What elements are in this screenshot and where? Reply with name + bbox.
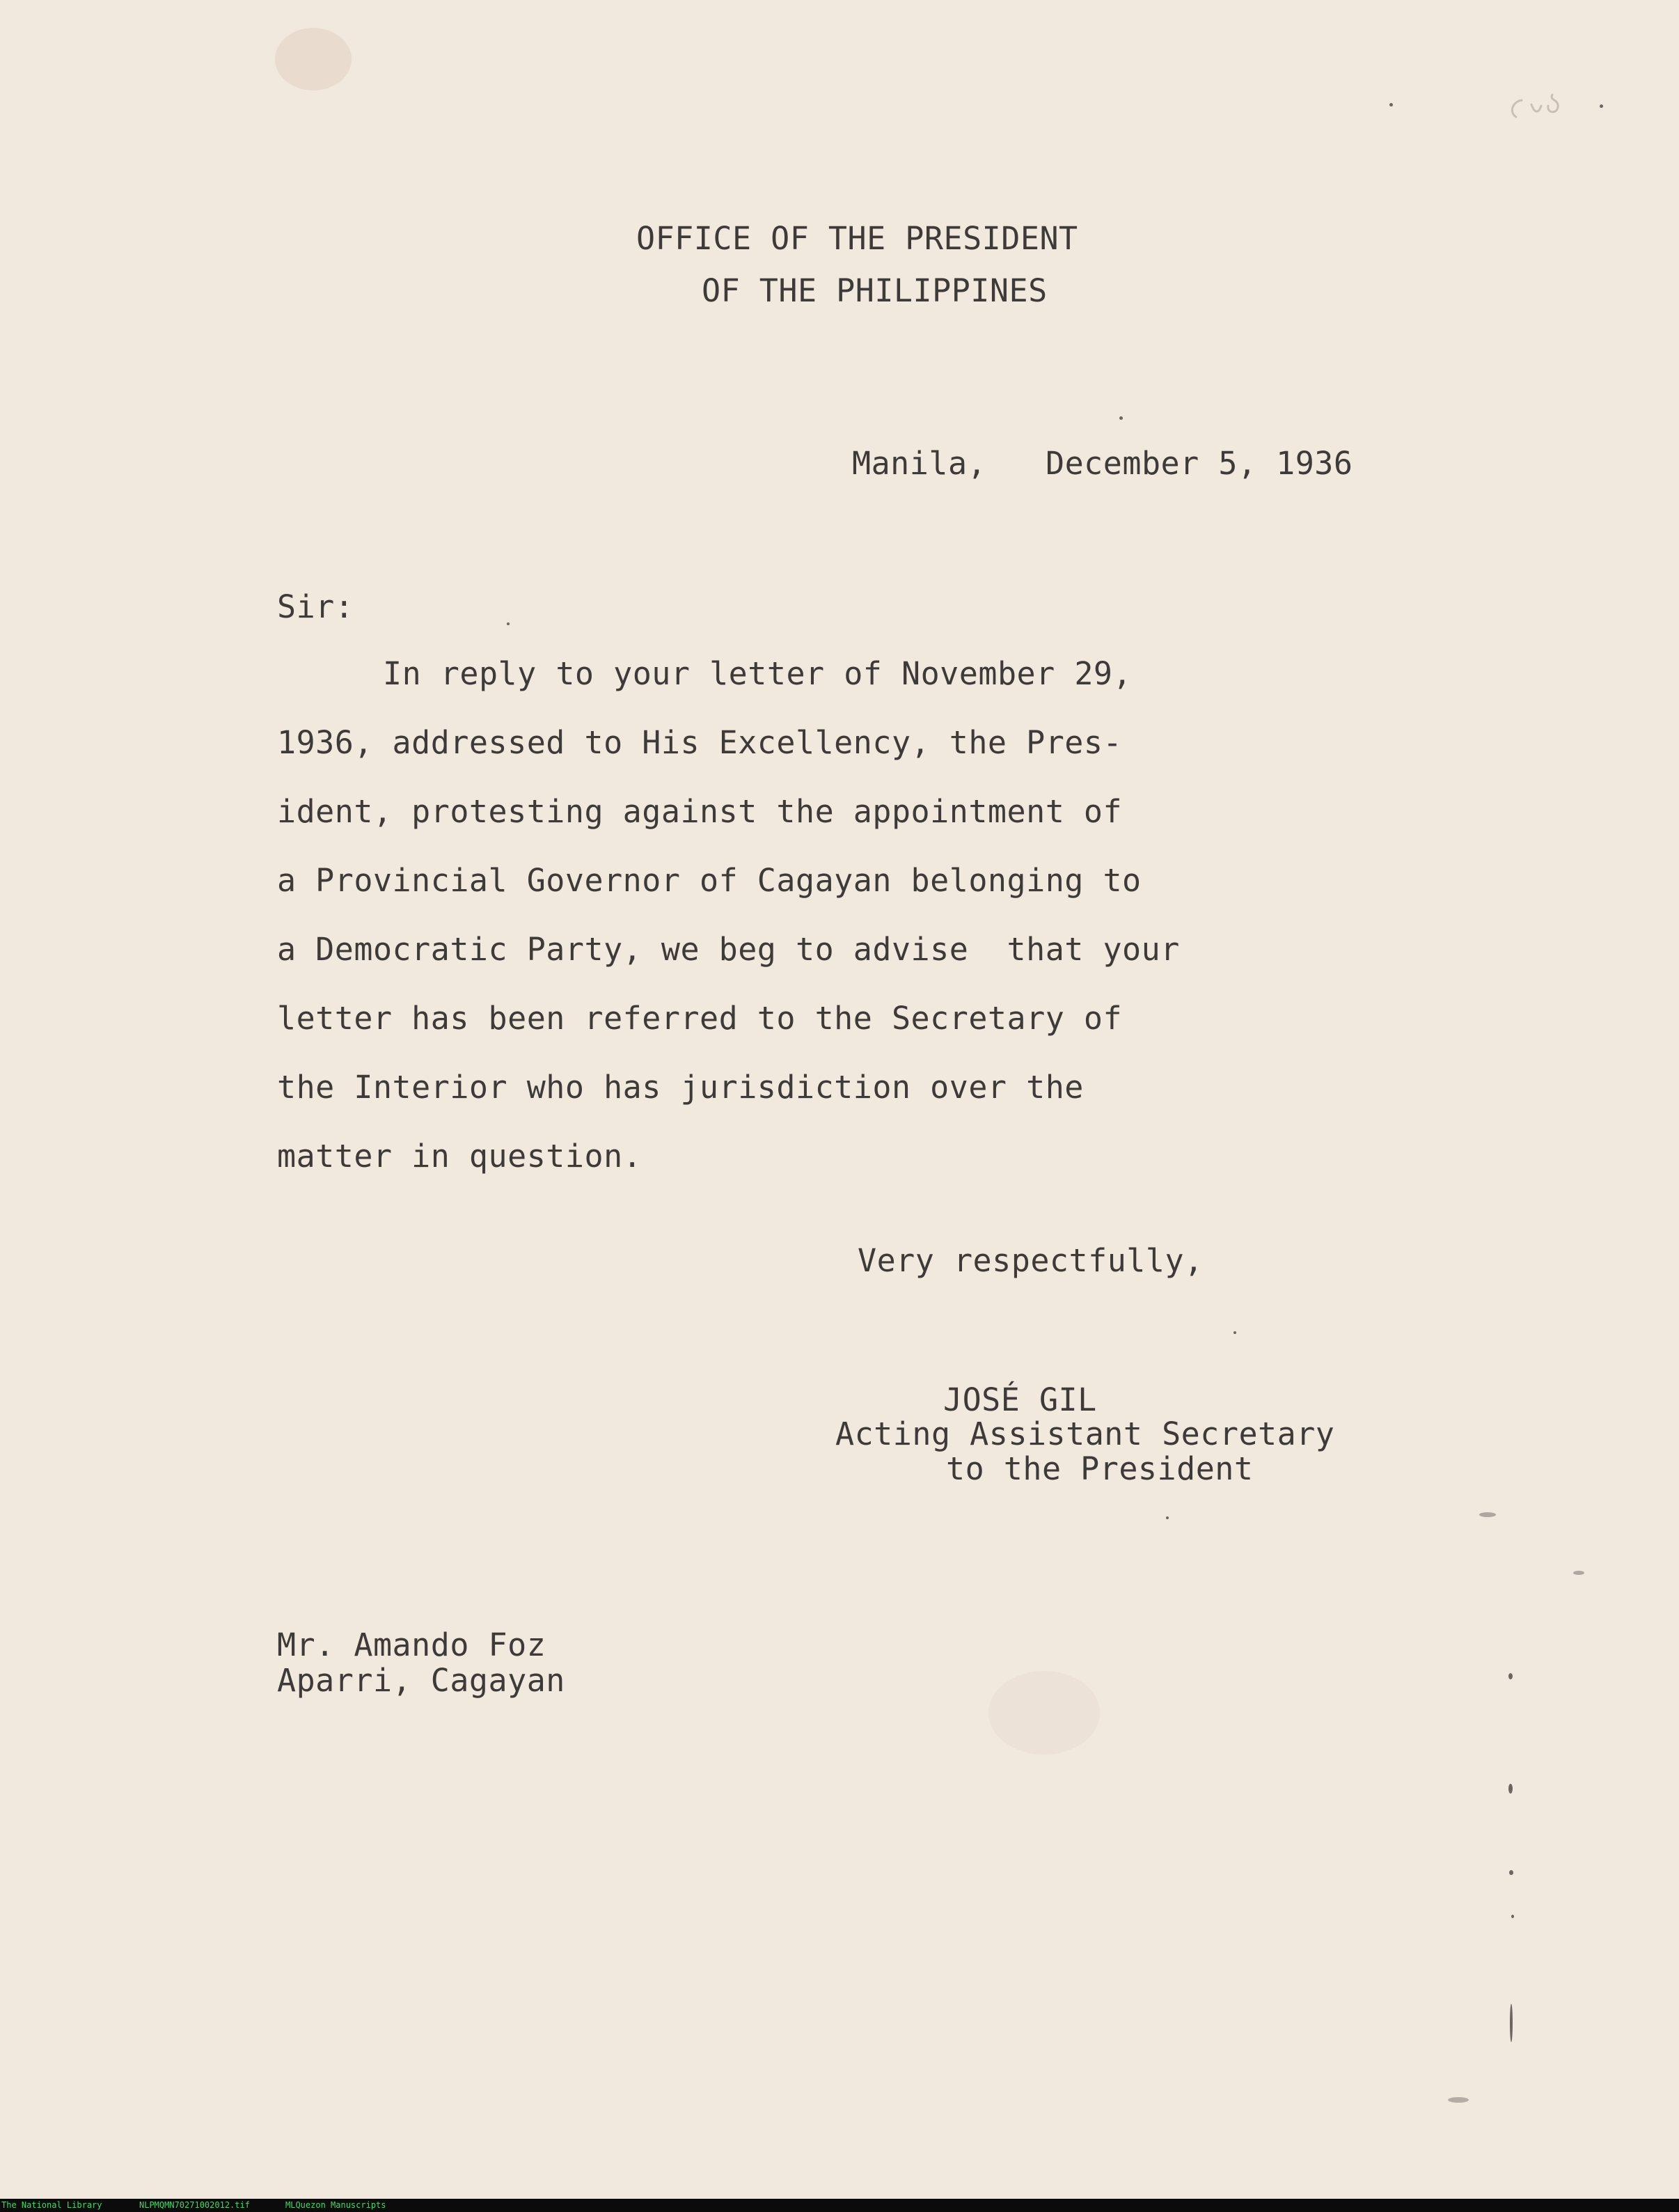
paper-speck [1509, 1870, 1513, 1875]
body-line: matter in question. [277, 1138, 643, 1175]
paper-speck [1508, 1673, 1513, 1679]
paper-speck [1119, 416, 1123, 420]
dateline-place: Manila, [852, 445, 987, 482]
dateline-date: December 5, 1936 [1046, 445, 1353, 482]
footer-file: NLPMQMN70271002012.tif [139, 2200, 250, 2210]
paper-speck [1233, 1331, 1236, 1334]
letterhead-line-2: OF THE PHILIPPINES [702, 272, 1048, 309]
footer-library: The National Library [1, 2200, 102, 2210]
paper-stain [988, 1671, 1100, 1755]
pencil-annotation-icon [1504, 89, 1608, 131]
salutation: Sir: [277, 588, 354, 625]
body-line: 1936, addressed to His Excellency, the Pres- [277, 724, 1123, 761]
closing: Very respectfully, [858, 1242, 1204, 1279]
letterhead-line-1: OFFICE OF THE PRESIDENT [636, 220, 1078, 257]
addressee-name: Mr. Amando Foz [277, 1626, 546, 1663]
paper-stain [275, 28, 352, 91]
addressee-place: Aparri, Cagayan [277, 1662, 565, 1699]
body-line: letter has been referred to the Secretary of [277, 1000, 1123, 1037]
body-line: ident, protesting against the appointment of [277, 793, 1123, 830]
signature-title-line-1: Acting Assistant Secretary [835, 1415, 1335, 1452]
body-line: the Interior who has jurisdiction over the [277, 1069, 1084, 1106]
paper-speck [1479, 1512, 1496, 1517]
paper-speck [507, 622, 510, 625]
scan-footer [0, 2199, 1679, 2212]
paper-speck [1573, 1571, 1584, 1575]
body-line: a Provincial Governor of Cagayan belonging to [277, 862, 1142, 899]
body-line: a Democratic Party, we beg to advise that your [277, 931, 1180, 968]
footer-collection: MLQuezon Manuscripts [285, 2200, 386, 2210]
signature-name: JOSÉ GIL [943, 1381, 1097, 1418]
paper-speck [1508, 1784, 1513, 1794]
paper-speck [1389, 103, 1393, 107]
signature-title-line-2: to the President [946, 1450, 1254, 1487]
paper-speck [1448, 2097, 1469, 2103]
paper-speck [1511, 1915, 1514, 1918]
body-line: In reply to your letter of November 29, [383, 655, 1133, 692]
paper-speck [1166, 1516, 1169, 1519]
paper-speck [1510, 2004, 1513, 2042]
